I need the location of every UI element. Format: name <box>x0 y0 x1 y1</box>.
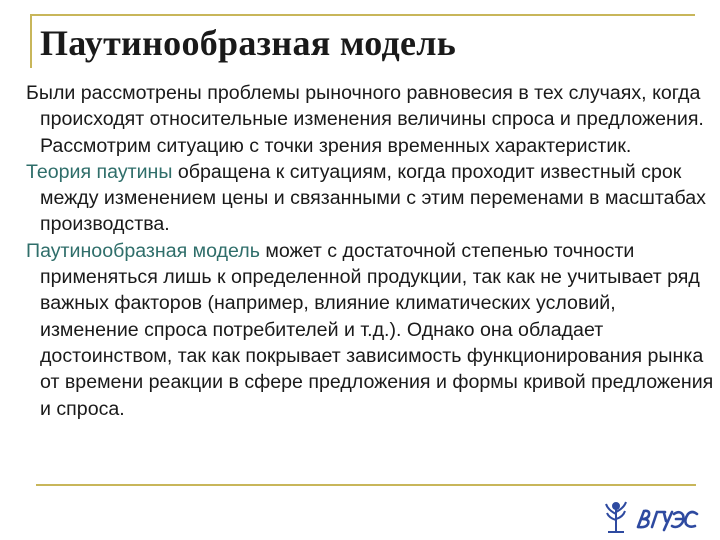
title-frame-top-line <box>30 14 695 16</box>
paragraph-3-text: может с достаточной степенью точности применяться лишь к определенной продукции, так как не учитывает ряд важных факторов (например, влияние климатических условий, изменение спроса потребителей и т.д.). Однако она обладает достоинством, так как покрывает зависимость функционирования рынка от времени реакции в сфере предложения и формы кривой предложения и спроса. <box>40 239 714 420</box>
slide-body <box>26 80 716 422</box>
university-logo-icon <box>600 500 700 534</box>
paragraph-3 <box>26 238 716 422</box>
paragraph-2 <box>26 159 716 238</box>
bottom-divider-line <box>36 484 696 486</box>
term-cobweb-theory: Теория паутины <box>26 160 173 183</box>
term-cobweb-model: Паутинообразная модель <box>26 239 260 262</box>
paragraph-1 <box>26 80 716 159</box>
slide-title: Паутинообразная модель <box>40 23 457 63</box>
paragraph-2-text: обращена к ситуациям, когда проходит известный срок между изменением цены и связанными с этим переменами в масштабах производства. <box>40 160 706 236</box>
title-frame-vertical-line <box>30 14 32 68</box>
paragraph-1-text: Были рассмотрены проблемы рыночного равновесия в тех случаях, когда происходят относительные изменения величины спроса и предложения. Рассмотрим ситуацию с точки зрения временных характеристик. <box>26 82 704 157</box>
university-logo <box>600 500 700 534</box>
